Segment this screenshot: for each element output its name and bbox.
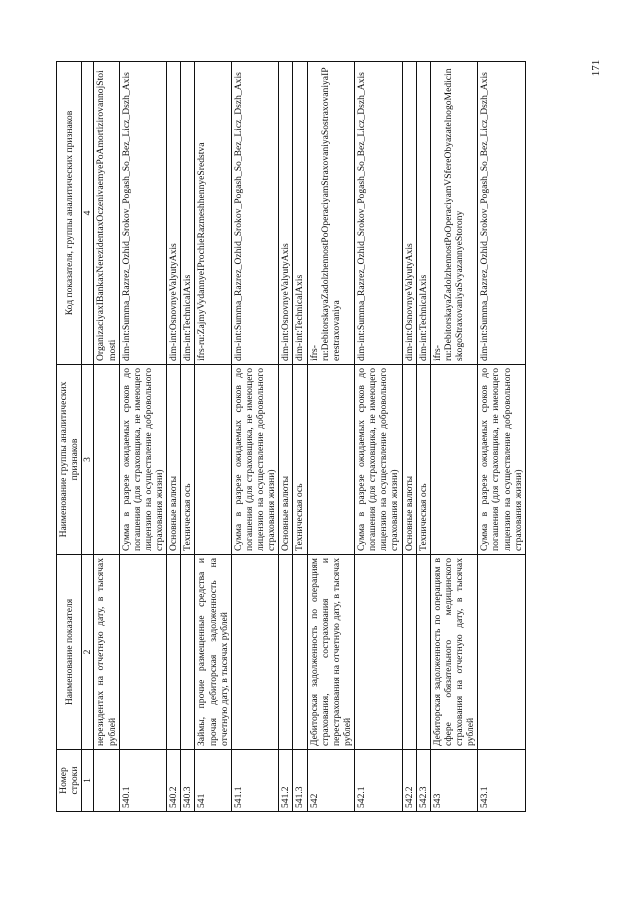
table-row	[195, 62, 231, 812]
column-number-row	[82, 62, 94, 812]
indicator-name-cell	[279, 555, 293, 750]
indicator-name-cell	[119, 555, 167, 750]
row-number-cell: 541	[195, 750, 231, 812]
indicator-name-cell	[478, 555, 526, 750]
code-cell: dim-int:OsnovnyeValyutyAxis	[167, 62, 181, 365]
table-row	[293, 62, 307, 812]
group-name-cell	[94, 365, 119, 555]
group-name-cell	[195, 365, 231, 555]
row-number-cell: 543	[430, 750, 478, 812]
group-name-cell	[307, 365, 355, 555]
table-row	[119, 62, 167, 812]
indicator-name-cell: Дебиторская задолженность по операциям страхования, сострахования и перестрахования на отчетную дату, в тысячах рублей	[307, 555, 355, 750]
row-number-cell: 543.1	[478, 750, 526, 812]
row-number-cell: 541.1	[231, 750, 279, 812]
row-number-cell: 541.3	[293, 750, 307, 812]
table-row	[181, 62, 195, 812]
row-number-cell	[94, 750, 119, 812]
table-row	[307, 62, 355, 812]
code-cell: dim-int:TechnicalAxis	[181, 62, 195, 365]
indicator-name-cell	[167, 555, 181, 750]
group-name-cell: Сумма в разрезе ожидаемых сроков до погашения (для страховщика, не имеющего лицензию на осуществление добровольного страхования жизни)	[119, 365, 167, 555]
column-number: 3	[82, 365, 94, 555]
table-row	[279, 62, 293, 812]
header-group-name: Наименование группы аналитических признаков	[57, 365, 82, 555]
indicator-name-cell	[231, 555, 279, 750]
table-row	[478, 62, 526, 812]
indicator-name-cell: Дебиторская задолженность по операциям в сфере обязательного медицинского страхования на отчетную дату, в тысячах рублей	[430, 555, 478, 750]
header-code: Код показателя, группы аналитических признаков	[57, 62, 82, 365]
indicator-name-cell: Займы, прочие размещенные средства и прочая дебиторская задолженность на отчетную дату, в тысячах рублей	[195, 555, 231, 750]
indicator-name-cell	[355, 555, 403, 750]
indicator-name-cell	[293, 555, 307, 750]
table-row	[167, 62, 181, 812]
group-name-cell	[430, 365, 478, 555]
code-cell: dim-int:Summa_Razrez_Ozhid_Srokov_Pogash_So_Bez_Licz_Dszh_Axis	[231, 62, 279, 365]
column-number: 2	[82, 555, 94, 750]
page-number: 171	[590, 59, 602, 77]
code-cell: dim-int:Summa_Razrez_Ozhid_Srokov_Pogash_So_Bez_Licz_Dszh_Axis	[119, 62, 167, 365]
code-cell: ifrs-ru:DebitorskayaZadolzhennostPoOperaciyamVSfereObyazatelnogoMedicinskogoStraxovaniyaSvyazannyeStorony	[430, 62, 478, 365]
column-number: 4	[82, 62, 94, 365]
indicator-name-cell: нерезидентах на отчетную дату, в тысячах рублей	[94, 555, 119, 750]
row-number-cell: 542.1	[355, 750, 403, 812]
table-body	[94, 62, 525, 812]
row-number-cell: 540.2	[167, 750, 181, 812]
group-name-cell: Сумма в разрезе ожидаемых сроков до погашения (для страховщика, не имеющего лицензию на осуществление добровольного страхования жизни)	[478, 365, 526, 555]
group-name-cell: Техническая ось	[293, 365, 307, 555]
code-cell: OrganizaciyaxIBankaxNerezidentaxOczenivaemyePoAmortizirovannojStoimosti	[94, 62, 119, 365]
row-number-cell: 541.2	[279, 750, 293, 812]
table-header-row	[57, 62, 82, 812]
table-row	[402, 62, 416, 812]
group-name-cell: Сумма в разрезе ожидаемых сроков до погашения (для страховщика, не имеющего лицензию на осуществление добровольного страхования жизни)	[231, 365, 279, 555]
group-name-cell: Основные валюты	[402, 365, 416, 555]
code-cell: ifrs-ru:ZajmyVydannyeIProchieRazmeshhennyeSredstva	[195, 62, 231, 365]
indicator-name-cell	[181, 555, 195, 750]
table-row	[355, 62, 403, 812]
indicator-name-cell	[416, 555, 430, 750]
row-number-cell: 542	[307, 750, 355, 812]
row-number-cell: 542.3	[416, 750, 430, 812]
code-cell: dim-int:OsnovnyeValyutyAxis	[279, 62, 293, 365]
group-name-cell: Техническая ось	[416, 365, 430, 555]
code-cell: dim-int:Summa_Razrez_Ozhid_Srokov_Pogash_So_Bez_Licz_Dszh_Axis	[355, 62, 403, 365]
table-row	[416, 62, 430, 812]
table-row	[430, 62, 478, 812]
code-cell: dim-int:TechnicalAxis	[416, 62, 430, 365]
code-cell: ifrs-ru:DebitorskayaZadolzhennostPoOperaciyamStraxovaniyaSostraxovaniyaIPerestraxovaniya	[307, 62, 355, 365]
code-cell: dim-int:TechnicalAxis	[293, 62, 307, 365]
group-name-cell: Техническая ось	[181, 365, 195, 555]
rotated-table-container	[56, 62, 586, 812]
group-name-cell: Основные валюты	[167, 365, 181, 555]
table-row	[231, 62, 279, 812]
indicator-table	[56, 61, 526, 812]
column-number: 1	[82, 750, 94, 812]
header-indicator-name: Наименование показателя	[57, 555, 82, 750]
indicator-name-cell	[402, 555, 416, 750]
code-cell: dim-int:Summa_Razrez_Ozhid_Srokov_Pogash_So_Bez_Licz_Dszh_Axis	[478, 62, 526, 365]
table-row	[94, 62, 119, 812]
code-cell: dim-int:OsnovnyeValyutyAxis	[402, 62, 416, 365]
row-number-cell: 540.1	[119, 750, 167, 812]
group-name-cell: Сумма в разрезе ожидаемых сроков до погашения (для страховщика, не имеющего лицензию на осуществление добровольного страхования жизни)	[355, 365, 403, 555]
row-number-cell: 540.3	[181, 750, 195, 812]
group-name-cell: Основные валюты	[279, 365, 293, 555]
header-row-number: Номер строки	[57, 750, 82, 812]
row-number-cell: 542.2	[402, 750, 416, 812]
